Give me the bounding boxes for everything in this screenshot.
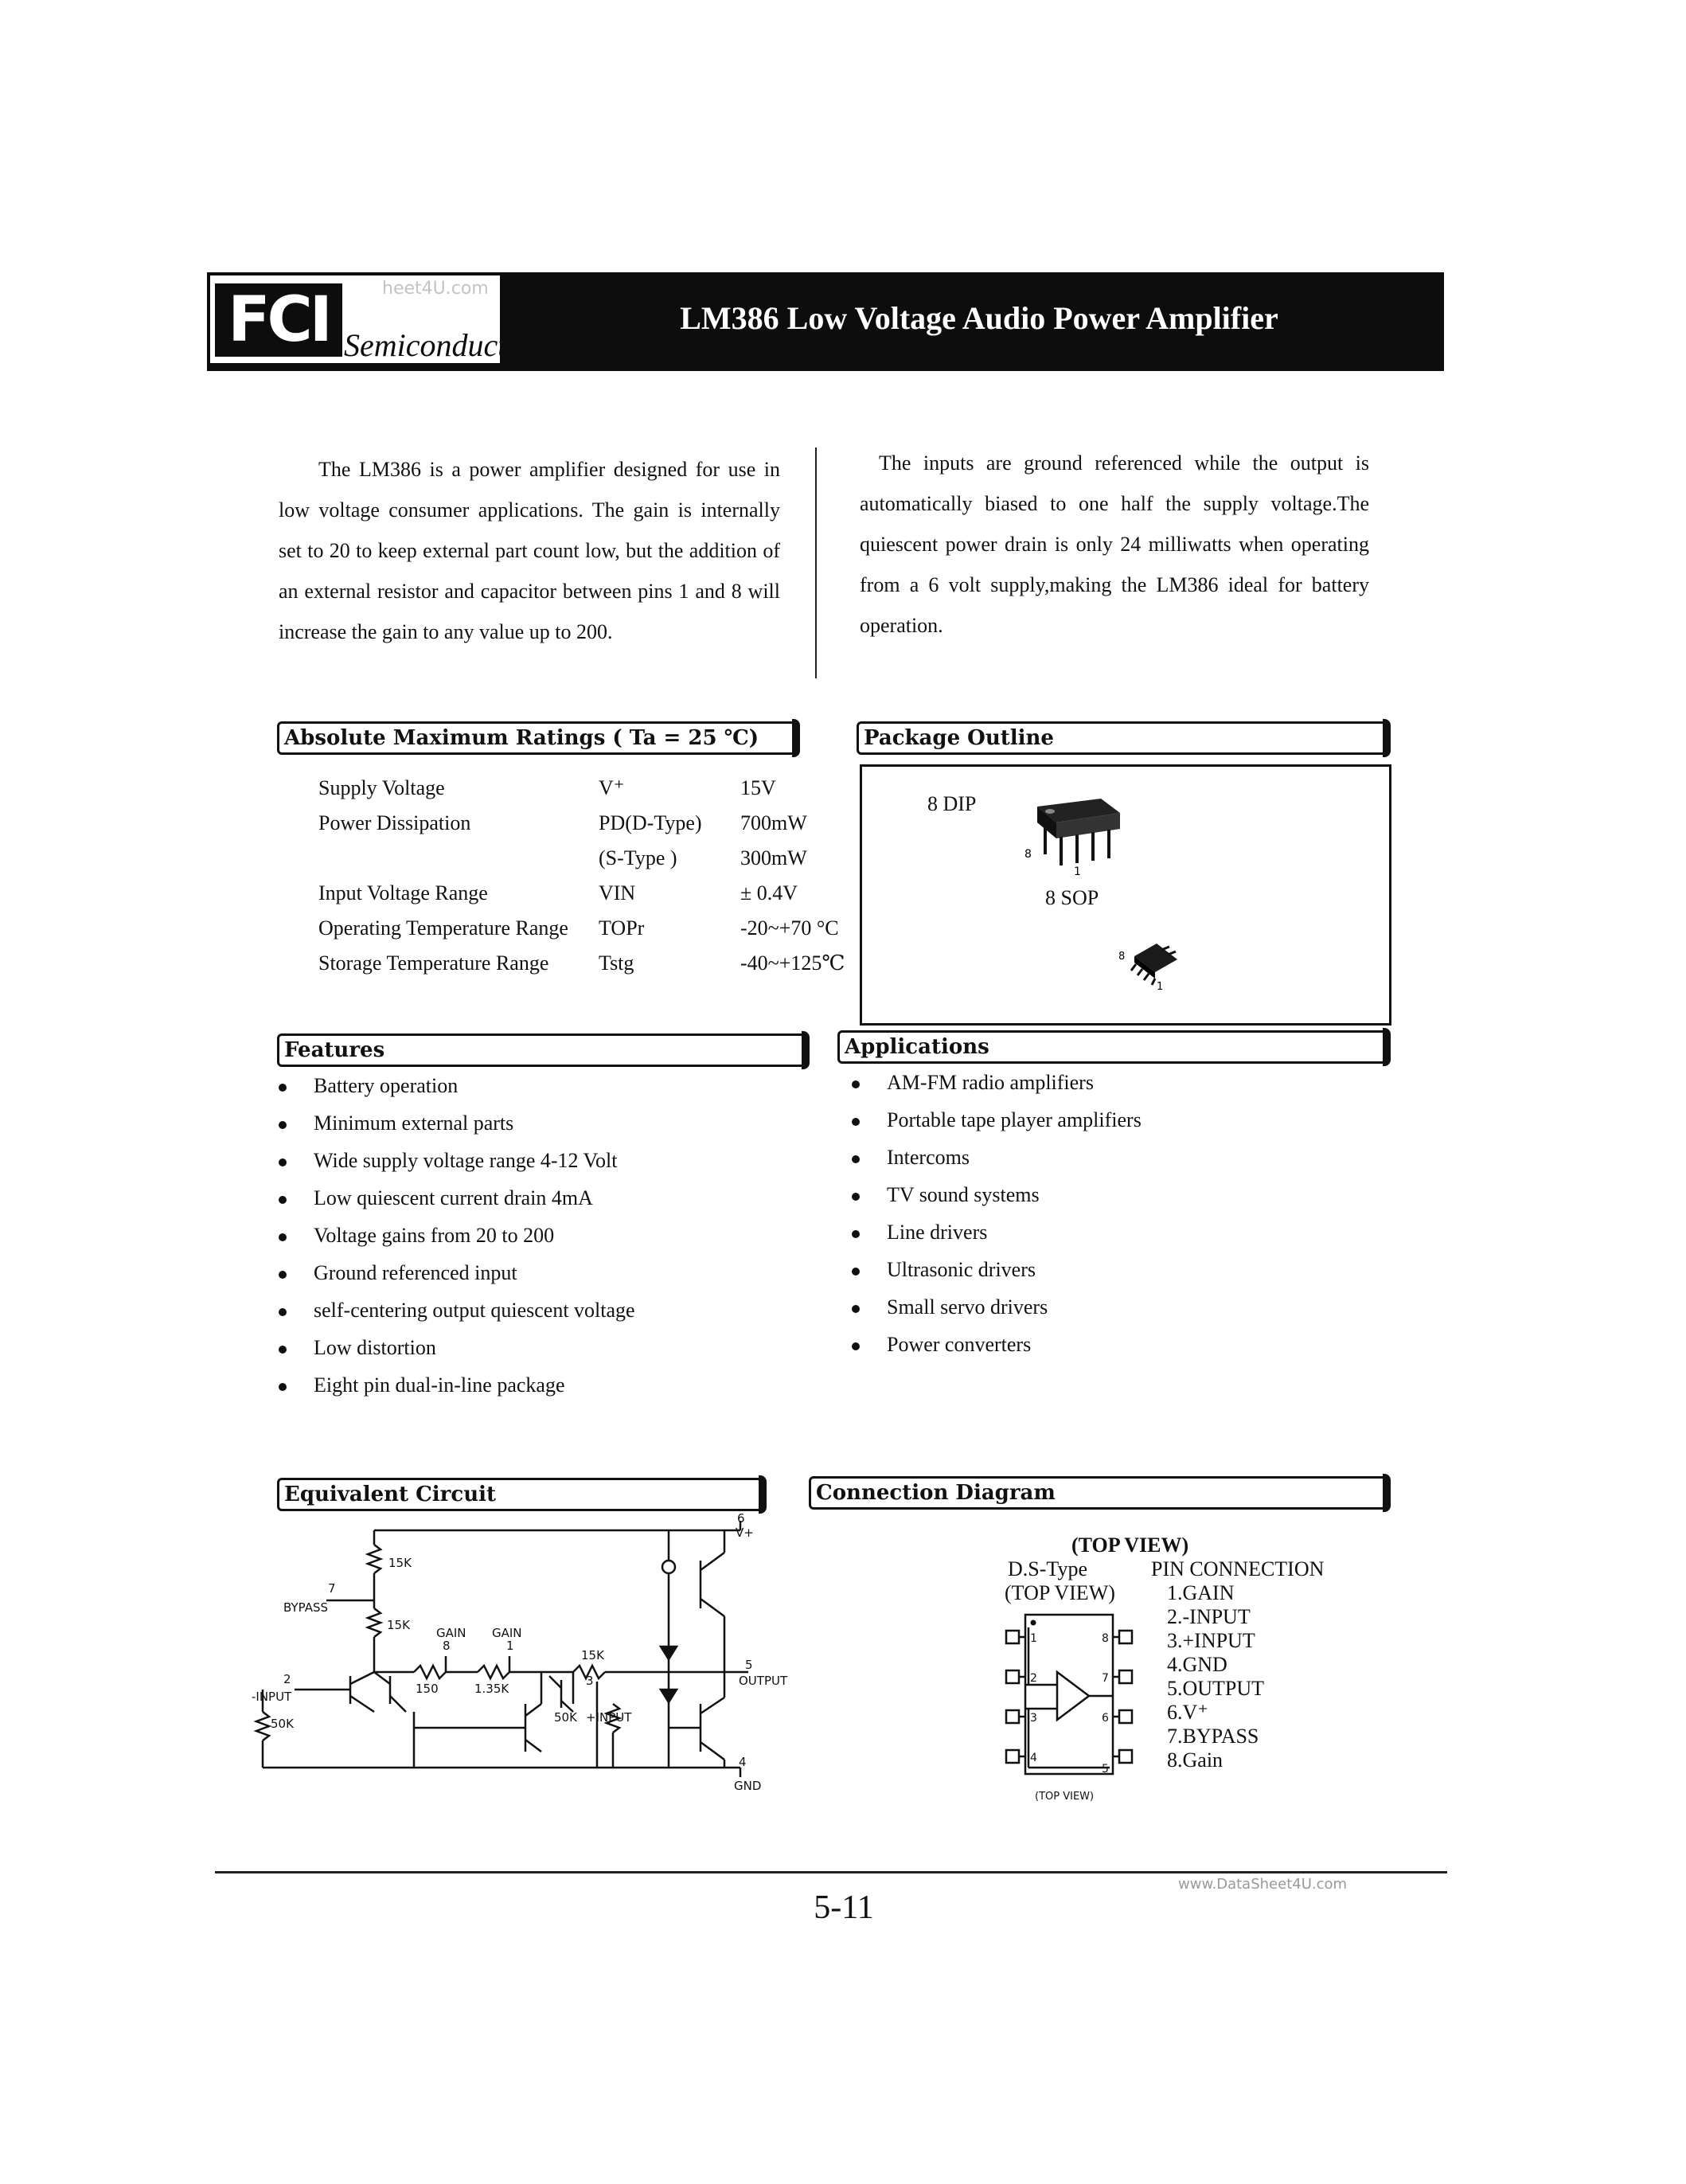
list-item	[852, 1251, 1409, 1288]
equivalent-circuit-diagram	[239, 1513, 812, 1799]
list-item-text: Eight pin dual-in-line package	[314, 1373, 565, 1397]
bullet-icon	[279, 1271, 287, 1279]
dip-label: 8 DIP	[927, 792, 977, 815]
ic-pin-8: 8	[1102, 1632, 1109, 1645]
pinput-pin: 3	[586, 1674, 594, 1688]
applications-list	[852, 1064, 1409, 1363]
rating-value: -40~+125℃	[740, 951, 845, 975]
sop-package-image	[1117, 936, 1188, 991]
ic-pin-4: 4	[1030, 1752, 1037, 1764]
rating-value: -20~+70 °C	[740, 916, 839, 940]
gnd-label: GND	[734, 1779, 762, 1793]
ratings-table	[0, 771, 852, 978]
ds-type-label: D.S-Type	[1008, 1557, 1088, 1580]
rating-symbol: Tstg	[599, 951, 634, 975]
list-item-text: Intercoms	[887, 1146, 970, 1169]
r50k-left-label: 50K	[271, 1717, 294, 1731]
list-item-text: Voltage gains from 20 to 200	[314, 1224, 555, 1247]
list-item-text: AM-FM radio amplifiers	[887, 1071, 1094, 1094]
list-item	[279, 1291, 836, 1329]
rating-label: Input Voltage Range	[318, 881, 488, 904]
package-heading	[857, 721, 1387, 755]
pinput-label: +INPUT	[586, 1710, 632, 1725]
list-item-text: Portable tape player amplifiers	[887, 1108, 1142, 1131]
bullet-icon	[852, 1305, 860, 1313]
pin-list-item: 2.-INPUT	[1167, 1605, 1251, 1628]
r15k-right-label: 15K	[581, 1648, 604, 1662]
features-heading	[277, 1033, 806, 1067]
r135k-label: 1.35K	[474, 1682, 509, 1696]
bullet-icon	[852, 1268, 860, 1276]
ninput-pin: 2	[283, 1672, 291, 1686]
list-item	[852, 1176, 1409, 1213]
gnd-pin: 4	[739, 1755, 747, 1769]
features-heading-text: Features	[284, 1038, 385, 1062]
intro-right-paragraph: The inputs are ground referenced while the output is automatically biased to one half the supply voltage.The quiescent power drain is only 24 milliwatts when operating from a 6 volt supply,making the LM386 ideal for battery operation.	[860, 451, 1369, 637]
dip-pin1: 1	[1074, 865, 1081, 877]
list-item	[279, 1179, 836, 1217]
bullet-icon	[279, 1084, 287, 1092]
bullet-icon	[852, 1080, 860, 1088]
list-item-text: Low distortion	[314, 1336, 436, 1359]
list-item	[852, 1288, 1409, 1326]
rating-symbol: PD(D-Type)	[599, 811, 702, 834]
pin-list-item: 3.+INPUT	[1167, 1629, 1255, 1652]
list-item-text: Battery operation	[314, 1074, 459, 1097]
pin-connection-heading: PIN CONNECTION	[1151, 1557, 1325, 1580]
ic-pin-3: 3	[1030, 1712, 1037, 1725]
circuit-heading	[277, 1478, 763, 1511]
gain-a-label: GAIN	[436, 1626, 466, 1640]
list-item-text: Ground referenced input	[314, 1261, 517, 1284]
list-item	[852, 1064, 1409, 1101]
output-label: OUTPUT	[739, 1674, 788, 1688]
gain-a-pin: 8	[443, 1639, 451, 1653]
list-item-text: Small servo drivers	[887, 1295, 1048, 1319]
sop-pin1: 1	[1157, 981, 1164, 991]
rating-label: Supply Voltage	[318, 776, 445, 799]
list-item	[279, 1142, 836, 1179]
sop-chip-icon	[1131, 944, 1177, 985]
ic-caption: (TOP VIEW)	[1035, 1791, 1095, 1803]
rating-symbol: TOPr	[599, 916, 645, 940]
ratings-heading-text: Absolute Maximum Ratings ( Ta = 25 ℃)	[284, 726, 759, 750]
bullet-icon	[852, 1118, 860, 1126]
bullet-icon	[852, 1155, 860, 1163]
sop-pin8: 8	[1118, 951, 1126, 963]
list-item	[852, 1101, 1409, 1139]
applications-heading	[837, 1030, 1387, 1064]
list-item	[852, 1213, 1409, 1251]
package-outline-box	[860, 764, 1391, 1026]
intro-left-paragraph: The LM386 is a power amplifier designed for use in low voltage consumer applications. The gain is internally set to 20 to keep external part count low, but the addition of an external resistor and capacitor between pins 1 and 8 will increase the gain to any value up to 200.	[279, 458, 780, 643]
list-item-text: Power converters	[887, 1333, 1032, 1356]
list-item-text: Ultrasonic drivers	[887, 1258, 1036, 1281]
pin-list-item: 5.OUTPUT	[1167, 1677, 1265, 1700]
footer-rule	[215, 1871, 1447, 1873]
bullet-icon	[852, 1342, 860, 1350]
rating-label: Storage Temperature Range	[318, 951, 549, 975]
r150-label: 150	[416, 1682, 439, 1696]
pin-list-item: 7.BYPASS	[1167, 1725, 1259, 1748]
dip-package-image	[1021, 789, 1125, 877]
bullet-icon	[279, 1196, 287, 1204]
list-item	[279, 1104, 836, 1142]
dip-pin8: 8	[1024, 848, 1032, 861]
opamp-triangle	[1057, 1672, 1089, 1720]
ic-pin-5: 5	[1102, 1763, 1109, 1776]
ic-pin-6: 6	[1102, 1712, 1109, 1725]
list-item-text: Low quiescent current drain 4mA	[314, 1186, 593, 1209]
pin-list-item: 4.GND	[1167, 1653, 1227, 1676]
pin-list-item: 6.V⁺	[1167, 1701, 1208, 1724]
gain-b-pin: 1	[506, 1639, 514, 1653]
circuit-heading-text: Equivalent Circuit	[284, 1483, 497, 1506]
list-item	[279, 1217, 836, 1254]
header-watermark: heet4U.com	[382, 279, 489, 299]
bullet-icon	[279, 1121, 287, 1129]
list-item-text: Line drivers	[887, 1221, 988, 1244]
list-item	[279, 1254, 836, 1291]
list-item-text: Wide supply voltage range 4-12 Volt	[314, 1149, 618, 1172]
bypass-label: BYPASS	[283, 1600, 329, 1615]
list-item	[852, 1139, 1409, 1176]
footer-watermark: www.DataSheet4U.com	[1178, 1876, 1348, 1893]
pin-list-item: 1.GAIN	[1167, 1581, 1235, 1604]
ic-pin-7: 7	[1102, 1672, 1109, 1685]
list-item-text: Minimum external parts	[314, 1112, 514, 1135]
list-item	[279, 1329, 836, 1366]
rating-value: 700mW	[740, 811, 807, 834]
pin-list-item: 8.Gain	[1167, 1748, 1224, 1772]
r15k-mid-label: 15K	[387, 1618, 410, 1632]
bullet-icon	[279, 1308, 287, 1316]
bullet-icon	[279, 1346, 287, 1354]
rating-value: 300mW	[740, 846, 807, 869]
ratings-heading	[277, 721, 796, 755]
connection-top-view: (TOP VIEW)	[1071, 1533, 1189, 1557]
column-divider	[815, 447, 818, 678]
output-pin: 5	[745, 1658, 753, 1672]
pin-list	[1167, 1581, 1264, 1772]
ds-top-view-label: (TOP VIEW)	[1005, 1581, 1115, 1604]
rating-symbol: V⁺	[599, 776, 625, 799]
sop-label: 8 SOP	[1045, 886, 1099, 909]
vplus-pin: 6	[737, 1513, 745, 1526]
features-list	[279, 1067, 836, 1404]
logo-text: Semiconductor	[344, 327, 535, 363]
logo-mark: FCI	[215, 283, 342, 357]
gain-b-label: GAIN	[492, 1626, 522, 1640]
bullet-icon	[279, 1158, 287, 1166]
rating-value: 15V	[740, 776, 776, 799]
list-item	[279, 1067, 836, 1104]
connection-heading-text: Connection Diagram	[816, 1481, 1056, 1505]
vplus-label: V+	[736, 1526, 754, 1540]
ic-pin-1: 1	[1030, 1632, 1037, 1645]
list-item	[852, 1326, 1409, 1363]
package-heading-text: Package Outline	[864, 726, 1054, 750]
page-number: 5-11	[814, 1889, 874, 1926]
rating-symbol: VIN	[599, 881, 636, 904]
page-title: LM386 Low Voltage Audio Power Amplifier	[680, 300, 1278, 336]
rating-label: Power Dissipation	[318, 811, 471, 834]
bullet-icon	[279, 1383, 287, 1391]
bullet-icon	[852, 1193, 860, 1201]
list-item	[279, 1366, 836, 1404]
r15k-top-label: 15K	[388, 1556, 412, 1570]
ninput-label: -INPUT	[252, 1690, 292, 1704]
ic-pinout-diagram	[1000, 1612, 1143, 1811]
r50k-right-label: 50K	[554, 1710, 577, 1725]
rating-value: ± 0.4V	[740, 881, 798, 904]
dip-chip-icon	[1037, 799, 1120, 865]
bullet-icon	[852, 1230, 860, 1238]
connection-heading	[809, 1476, 1387, 1510]
list-item-text: TV sound systems	[887, 1183, 1040, 1206]
ic-pin-2: 2	[1030, 1672, 1037, 1685]
bypass-pin-label: 7	[328, 1581, 336, 1596]
rating-label: Operating Temperature Range	[318, 916, 568, 940]
applications-heading-text: Applications	[845, 1035, 989, 1059]
bullet-icon	[279, 1233, 287, 1241]
rating-symbol: (S-Type )	[599, 846, 677, 869]
list-item-text: self-centering output quiescent voltage	[314, 1299, 635, 1322]
